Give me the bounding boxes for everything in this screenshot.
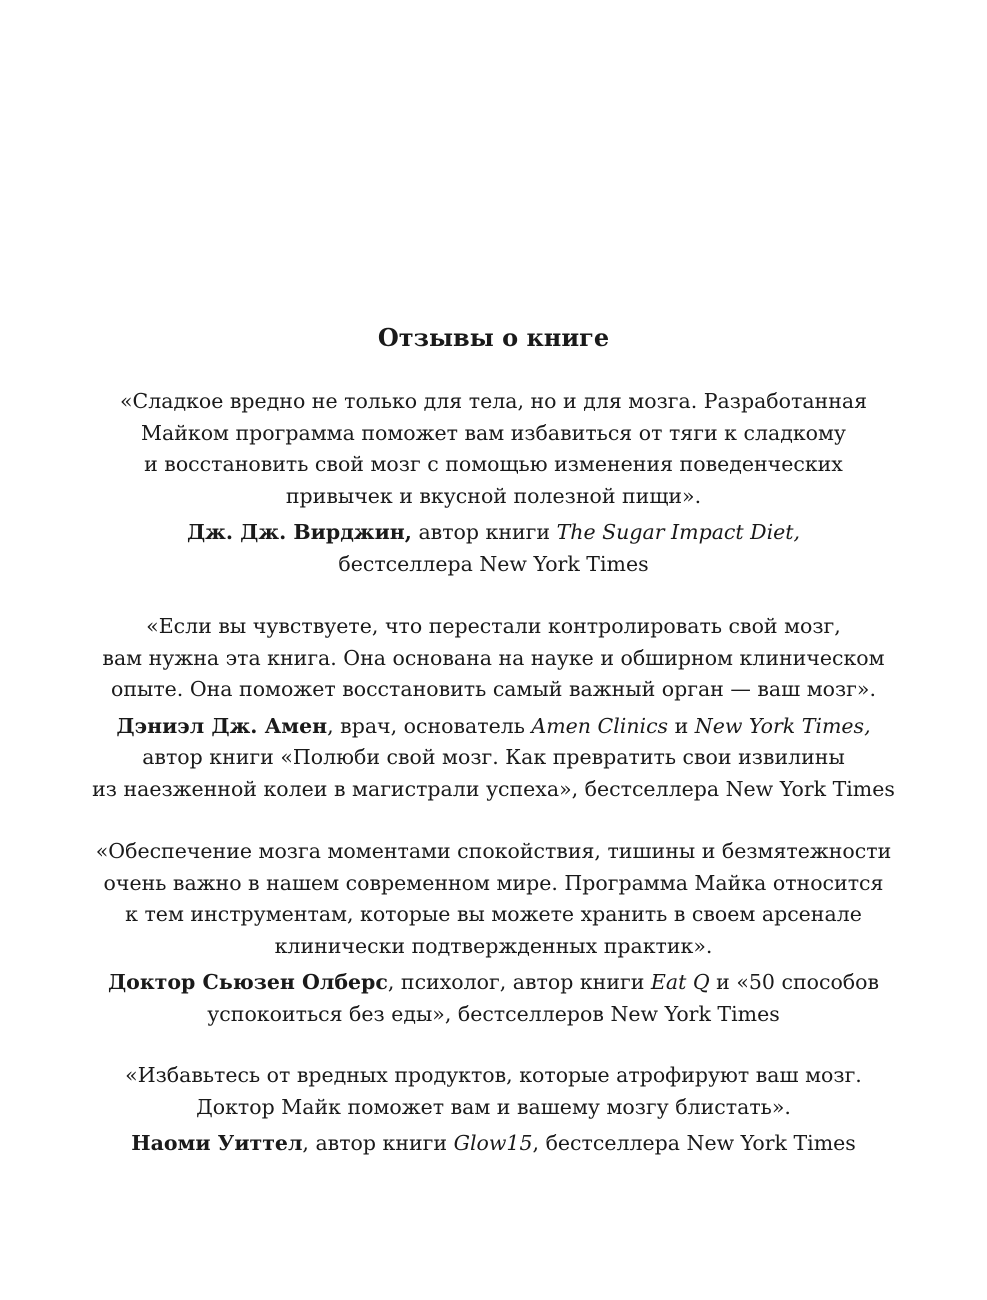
organization-name: New York Times, [694, 713, 871, 738]
reviewer-name: Доктор Сьюзен Олберс [107, 970, 388, 994]
review-quote [40, 611, 947, 706]
quote-line: «Сладкое вредно не только для тела, но и для мозга. Разработанная [119, 389, 868, 413]
review-attribution [40, 1128, 947, 1160]
attribution-text: автор книги [411, 520, 557, 544]
review-attribution [40, 711, 947, 806]
quote-line: привычек и вкусной полезной пищи». [285, 483, 702, 508]
review-quote [40, 1060, 947, 1123]
quote-line: «Обеспечение мозга моментами спокойствия, тишины и безмятежности [95, 839, 892, 863]
quote-line: «Избавьтесь от вредных продуктов, которые атрофируют ваш мозг. [125, 1063, 862, 1087]
review-attribution [40, 517, 947, 580]
attribution-text: , бестселлера New York Times [532, 1131, 856, 1155]
attribution-line: успокоиться без еды», бестселлеров New York Times [207, 1001, 780, 1026]
attribution-line: из наезженной колеи в магистрали успеха», бестселлера New York Times [92, 776, 895, 801]
review-block [40, 611, 947, 805]
book-title: Glow15 [453, 1131, 533, 1155]
attribution-line [40, 967, 947, 999]
review-block [40, 836, 947, 1030]
page-title: Отзывы о книге [377, 323, 610, 352]
attribution-text: и «50 способов [709, 970, 880, 994]
attribution-line [40, 1128, 947, 1160]
book-title: The Sugar Impact Diet, [556, 520, 801, 544]
attribution-text: , автор книги [302, 1131, 454, 1155]
book-title: Eat Q [650, 970, 710, 994]
quote-line: Майком программа поможет вам избавиться от тяги к сладкому [141, 420, 846, 445]
attribution-line [40, 517, 947, 549]
reviewer-name: Дэниэл Дж. Амен [116, 713, 328, 738]
review-quote [40, 386, 947, 512]
attribution-text: и [668, 713, 695, 738]
review-attribution [40, 967, 947, 1030]
quote-line: опыте. Она поможет восстановить самый важный орган — ваш мозг». [111, 677, 876, 701]
quote-line: и восстановить свой мозг с помощью изменения поведенческих [144, 452, 843, 476]
organization-name: Amen Clinics [531, 713, 669, 738]
attribution-line [40, 711, 947, 743]
quote-line: «Если вы чувствуете, что перестали контролировать свой мозг, [146, 614, 841, 638]
attribution-line: автор книги «Полюби свой мозг. Как превратить свои извилины [142, 745, 845, 769]
attribution-text: , психолог, автор книги [387, 970, 651, 994]
quote-line: вам нужна эта книга. Она основана на науке и обширном клиническом [102, 645, 885, 670]
reviewer-name: Дж. Дж. Вирджин, [186, 520, 412, 544]
quote-line: очень важно в нашем современном мире. Программа Майка относится [103, 870, 884, 895]
review-block [40, 1060, 947, 1160]
quote-line: клинически подтвержденных практик». [274, 933, 713, 958]
quote-line: Доктор Майк поможет вам и вашему мозгу блистать». [196, 1094, 791, 1119]
review-quote [40, 836, 947, 962]
reviewer-name: Наоми Уиттел [131, 1131, 303, 1155]
attribution-text: , врач, основатель [327, 713, 532, 738]
review-block [40, 386, 947, 580]
quote-line: к тем инструментам, которые вы можете хранить в своем арсенале [125, 902, 862, 926]
attribution-line: бестселлера New York Times [338, 551, 649, 576]
